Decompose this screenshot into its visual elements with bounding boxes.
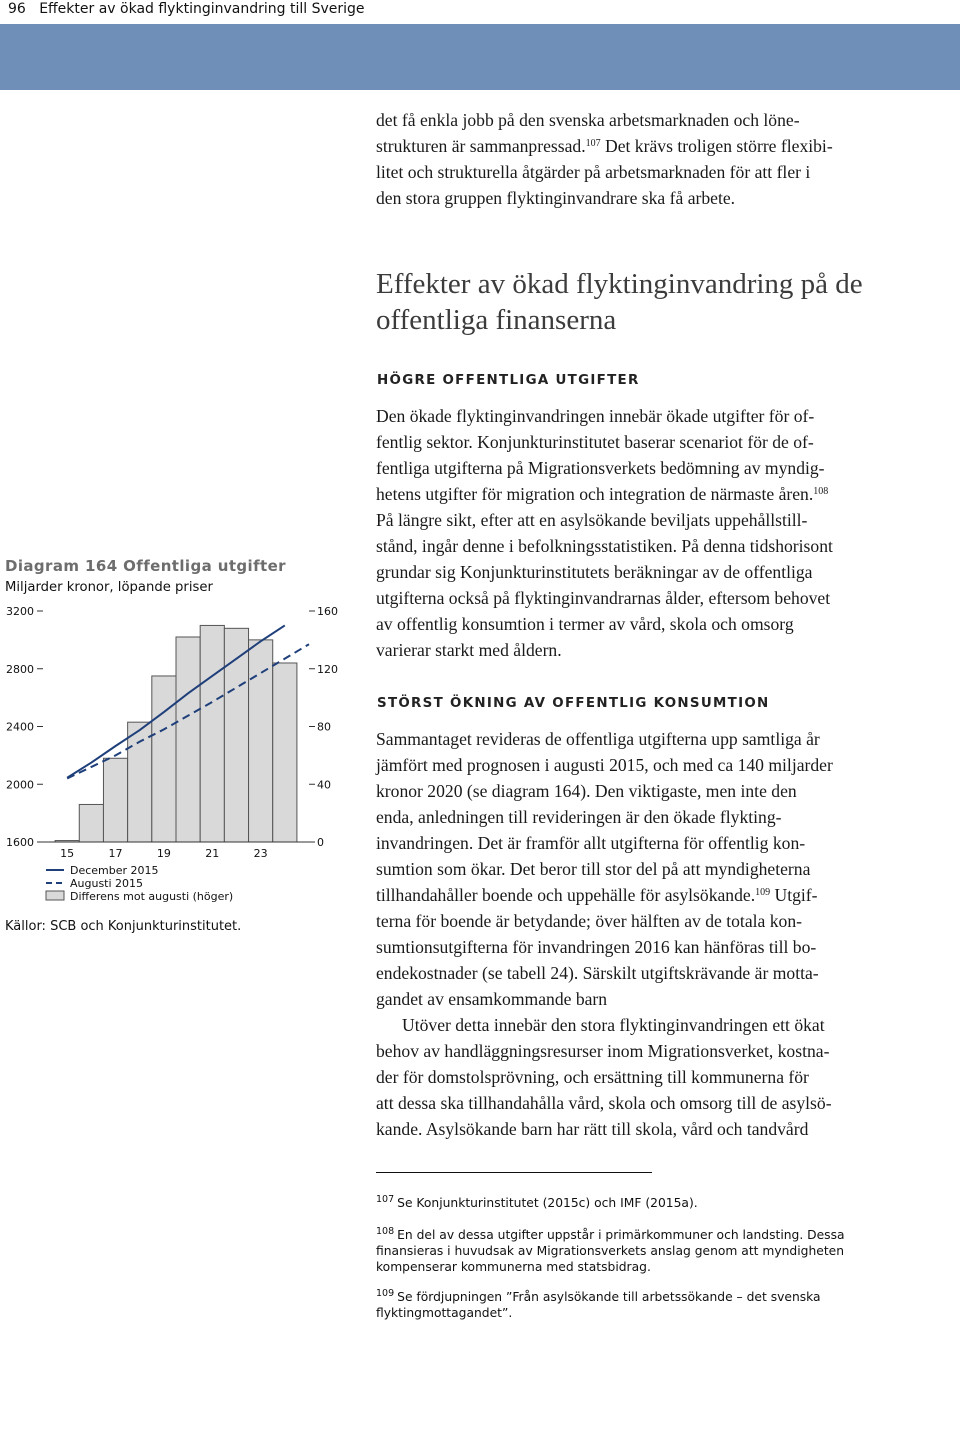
x-tick-label: 15 [60,847,75,860]
running-title: Effekter av ökad flyktinginvandring till Sverige [39,1,365,17]
footnote-line: finansieras i huvudsak av Migrationsverkets anslag genom att myndigheten [376,1244,844,1258]
paragraph-storst-okning [376,726,908,1142]
text-line: der för domstolsprövning, och ersättning till kommunerna för [376,1067,809,1087]
chart-title: Diagram 164 Offentliga utgifter [5,557,286,575]
footnote-109 [376,1289,876,1321]
text-line: Utöver detta innebär den stora flyktinginvandringen ett ökat [402,1015,825,1035]
text-span: strukturen är sammanpressad. [376,136,586,156]
y-left-tick-label: 2800 [6,662,34,676]
bar-differens [128,722,152,842]
y-left-tick-label: 3200 [6,605,34,618]
footnote-line: Se Konjunkturinstitutet (2015c) och IMF (2015a). [397,1196,698,1210]
legend-label-december: December 2015 [70,864,159,877]
x-tick-label: 23 [253,847,268,860]
footnote-number: 107 [376,1194,395,1205]
footnote-number: 109 [376,1288,395,1299]
page-number: 96 [8,1,26,17]
bar-differens [224,628,248,842]
text-line: kande. Asylsökande barn har rätt till skola, vård och tandvård [376,1119,809,1139]
bar-differens [103,758,127,842]
text-line: av offentlig konsumtion i termer av vård, skola och omsorg [376,614,794,634]
text-line: sumtionsutgifterna för invandringen 2016 kan hänföras till bo- [376,937,817,957]
y-left-tick-label: 1600 [6,836,34,849]
text-line: terna för boende är betydande; över hälften av de totala kon- [376,911,802,931]
subheading-storst-okning: STÖRST ÖKNING AV OFFENTLIG KONSUMTION [377,696,770,711]
text-span: tillhandahåller boende och uppehälle för asylsökande. [376,885,756,905]
text-line: Sammantaget revideras de offentliga utgifterna upp samtliga år [376,729,820,749]
x-tick-label: 19 [156,847,171,860]
chart-subtitle: Miljarder kronor, löpande priser [5,580,213,595]
y-right-tick-label: 120 [317,662,338,676]
y-right-tick-label: 0 [317,836,324,849]
chart-offentliga-utgifter [0,590,350,910]
footnote-line: flyktingmottagandet”. [376,1306,513,1320]
text-span: Utgif- [770,885,818,905]
text-line: Den ökade flyktinginvandringen innebär ökade utgifter för of- [376,406,815,426]
footnote-rule [376,1172,652,1173]
y-right-tick-label: 160 [317,605,338,618]
text-span: Det krävs troligen större flexibi- [600,136,833,156]
bar-differens [273,663,297,842]
x-tick-label: 21 [205,847,220,860]
text-line: endekostnader (se tabell 24). Särskilt utgiftskrävande är motta- [376,963,819,983]
text-line: det få enkla jobb på den svenska arbetsmarknaden och löne- [376,110,800,130]
footnote-line: En del av dessa utgifter uppstår i primärkommuner och landsting. Dessa [397,1228,845,1242]
bar-differens [176,637,200,842]
footnote-ref-109[interactable]: 109 [755,887,771,898]
text-line: kronor 2020 (se diagram 164). Den viktigaste, men inte den [376,781,797,801]
text-line: varierar starkt med åldern. [376,640,562,660]
section-heading-line: offentliga finanserna [376,304,617,336]
legend-label-differens: Differens mot augusti (höger) [70,890,234,903]
text-span: hetens utgifter för migration och integration de närmaste åren. [376,484,814,504]
footnote-ref-107[interactable]: 107 [585,138,601,149]
text-line: invandringen. Det är framför allt utgifterna för offentlig kon- [376,833,806,853]
subheading-hogre-utgifter: HÖGRE OFFENTLIGA UTGIFTER [377,373,640,388]
section-heading-line: Effekter av ökad flyktinginvandring på de [376,268,863,300]
chart-source: Källor: SCB och Konjunkturinstitutet. [5,919,242,934]
header-band [0,24,960,90]
footnote-108 [376,1227,876,1275]
text-line [376,882,908,908]
text-line: behov av handläggningsresurser inom Migrationsverket, kostna- [376,1041,830,1061]
running-header [8,1,365,17]
footnote-line: Se fördjupningen ”Från asylsökande till arbetssökande – det svenska [397,1290,821,1304]
text-line: enda, anledningen till revideringen är den ökade flykting- [376,807,782,827]
text-line: fentliga utgifterna på Migrationsverkets bedömning av myndig- [376,458,825,478]
text-line: stånd, ingår denne i befolkningsstatistiken. På denna tidshorisont [376,536,833,556]
footnote-line: kompenserar kommunerna med statsbidrag. [376,1260,651,1274]
section-heading [376,266,916,338]
intro-paragraph [376,107,908,211]
text-line: litet och strukturella åtgärder på arbetsmarknaden för att fler i [376,162,811,182]
footnote-ref-108[interactable]: 108 [813,486,829,497]
legend-swatch-differens [46,891,64,900]
x-tick-label: 17 [108,847,123,860]
text-line [376,481,908,507]
text-line: grundar sig Konjunkturinstitutets beräkningar av de offentliga [376,562,813,582]
legend-label-augusti: Augusti 2015 [70,877,144,890]
y-left-tick-label: 2400 [6,720,34,734]
text-line: fentlig sektor. Konjunkturinstitutet baserar scenariot för de of- [376,432,814,452]
text-line [376,133,908,159]
text-line: På längre sikt, efter att en asylsökande beviljats uppehållstill- [376,510,808,530]
text-line: att dessa ska tillhandahålla vård, skola och omsorg till de asylsö- [376,1093,832,1113]
text-line: den stora gruppen flyktinginvandrare ska få arbete. [376,188,736,208]
paragraph-hogre-utgifter [376,403,908,663]
bar-differens [79,804,103,842]
text-line: utgifterna också på flyktinginvandrarnas ålder, eftersom behovet [376,588,831,608]
bar-differens [249,640,273,842]
footnote-number: 108 [376,1226,395,1237]
y-right-tick-label: 80 [317,720,331,734]
text-line: jämfört med prognosen i augusti 2015, och med ca 140 miljarder [376,755,833,775]
footnote-107 [376,1195,876,1211]
y-right-tick-label: 40 [317,778,331,792]
text-line: sumtion som ökar. Det beror till stor del på att myndigheterna [376,859,811,879]
y-left-tick-label: 2000 [6,778,34,792]
bar-differens [152,676,176,842]
bar-differens [200,625,224,842]
text-line: gandet av ensamkommande barn [376,989,608,1009]
